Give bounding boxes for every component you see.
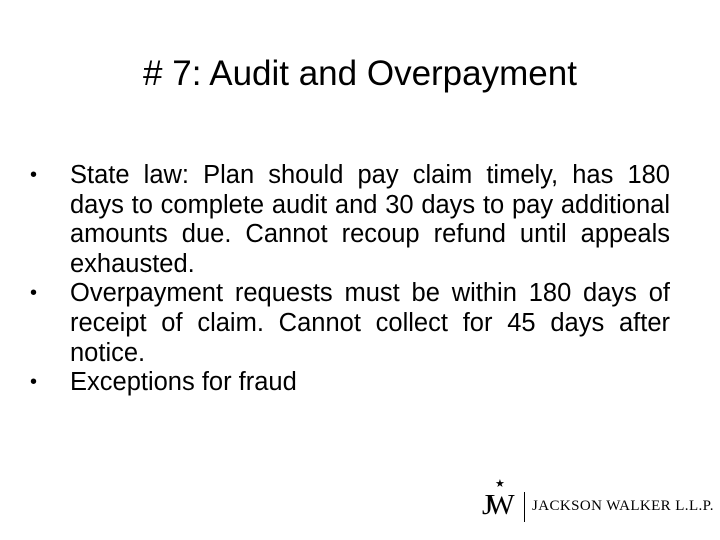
bullet-text: Overpayment requests must be within 180 days of receipt of claim. Cannot collect for 45 days after notice. — [70, 279, 670, 367]
bullet-item — [30, 161, 670, 279]
bullet-text: State law: Plan should pay claim timely, has 180 days to complete audit and 30 days to pay additional amounts due. Cannot recoup refund until appeals exhausted. — [70, 161, 670, 278]
logo-monogram: JW — [482, 489, 509, 521]
bullet-list — [30, 161, 670, 398]
star-icon: ★ — [495, 477, 505, 490]
bullet-text: Exceptions for fraud — [70, 368, 297, 397]
jackson-walker-logo — [482, 478, 714, 526]
bullet-item — [30, 368, 670, 398]
bullet-icon: • — [30, 282, 38, 305]
bullet-item — [30, 279, 670, 368]
slide-title: # 7: Audit and Overpayment — [143, 54, 577, 93]
logo-divider — [524, 492, 525, 522]
bullet-icon: • — [30, 164, 38, 186]
bullet-icon: • — [30, 371, 38, 394]
logo-firm-name: JACKSON WALKER L.L.P. — [532, 498, 714, 514]
logo-mark — [482, 478, 522, 526]
